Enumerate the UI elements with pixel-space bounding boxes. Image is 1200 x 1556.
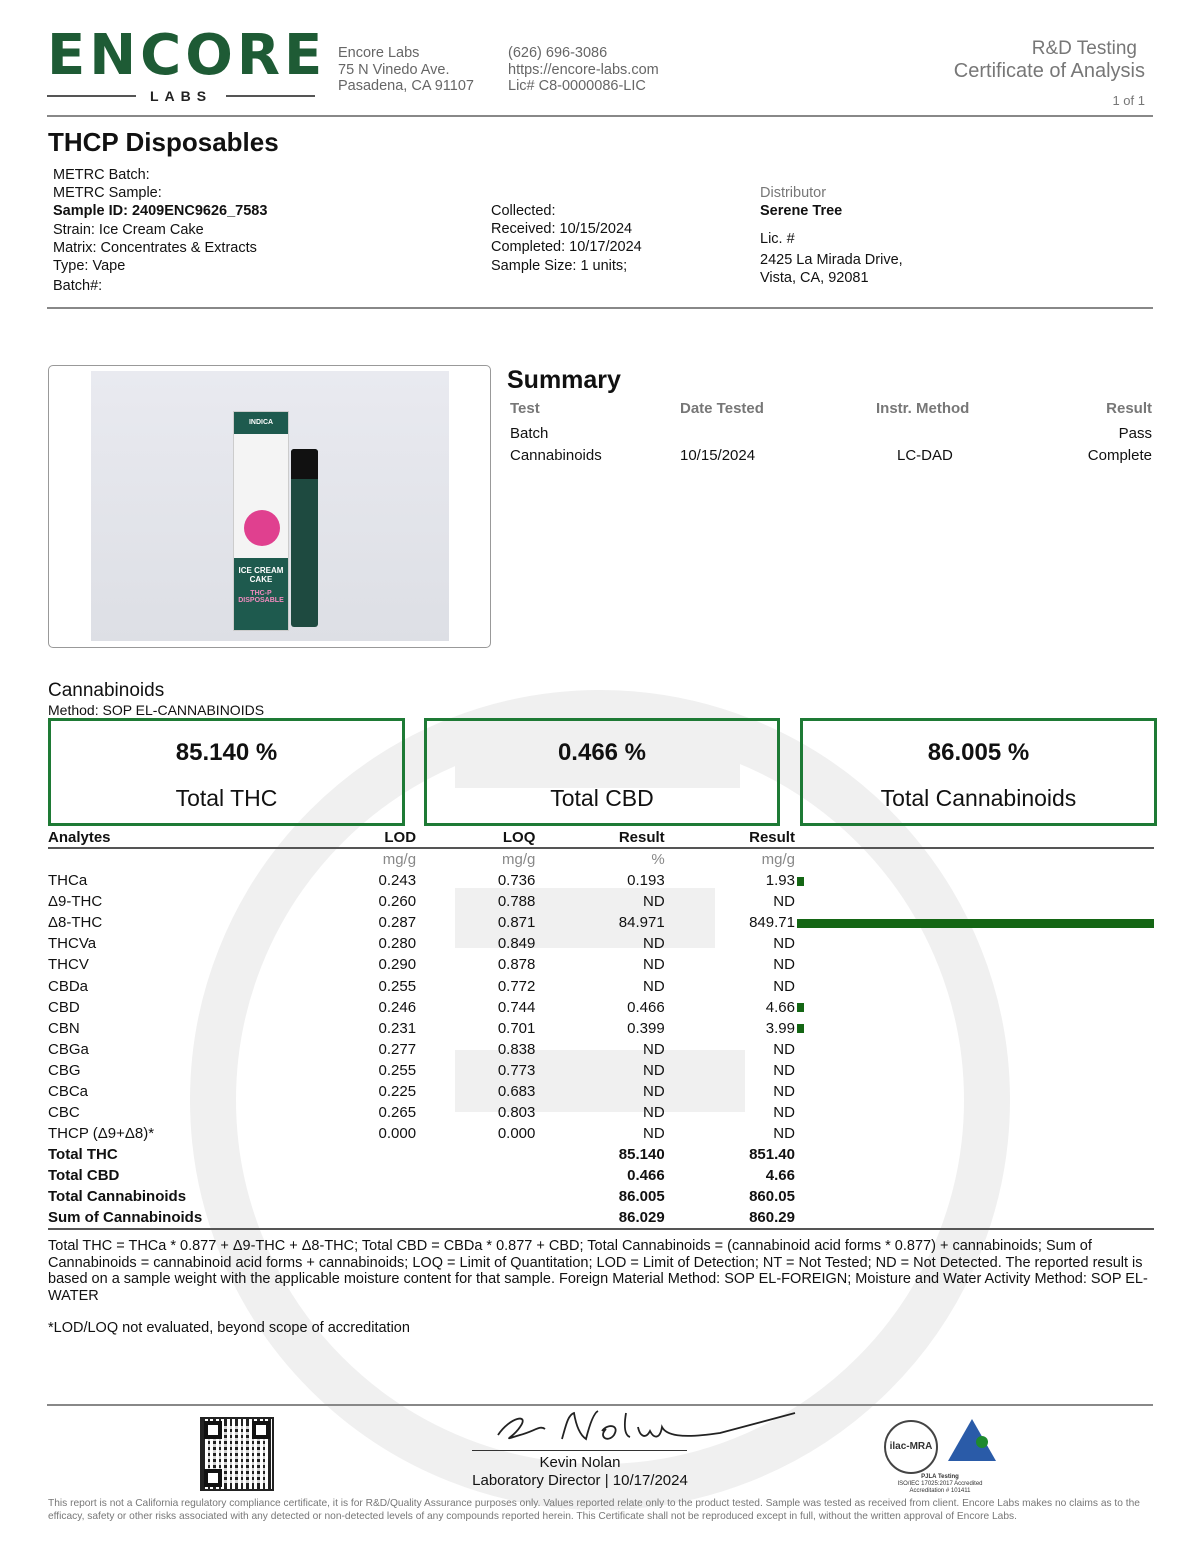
analyte-loq: 0.772 bbox=[497, 977, 536, 995]
total-thc-box: 85.140 % Total THC bbox=[48, 718, 405, 826]
analyte-result-mg: ND bbox=[773, 1082, 795, 1100]
analyte-name: CBC bbox=[48, 1104, 80, 1122]
analyte-bar-cell bbox=[795, 1018, 1154, 1039]
signer-role: Laboratory Director | 10/17/2024 bbox=[472, 1472, 688, 1489]
analyte-result-mg: 4.66 bbox=[765, 998, 795, 1016]
col-analytes: Analytes bbox=[48, 828, 366, 848]
col-loq: LOQ bbox=[416, 828, 535, 848]
total-pct: 86.005 bbox=[618, 1188, 665, 1206]
total-mg: 860.05 bbox=[749, 1188, 795, 1206]
distributor-name: Serene Tree bbox=[760, 203, 843, 220]
analyte-bar-cell bbox=[795, 1039, 1154, 1060]
sample-dates: Collected: Received: 10/15/2024 Completed: 10/17/2024 Sample Size: 1 units; bbox=[491, 203, 642, 274]
qr-code[interactable] bbox=[200, 1417, 274, 1491]
product-photo-frame bbox=[48, 365, 491, 648]
analyte-name: CBG bbox=[48, 1061, 81, 1079]
analyte-row bbox=[48, 1081, 1154, 1102]
product-photo bbox=[91, 371, 449, 641]
analyte-result-pct: ND bbox=[643, 977, 665, 995]
analyte-result-pct: ND bbox=[643, 956, 665, 974]
cannabinoids-title: Cannabinoids bbox=[48, 680, 165, 701]
vape-pen bbox=[291, 449, 318, 627]
analyte-result-pct: ND bbox=[643, 935, 665, 953]
total-pct: 0.466 bbox=[627, 1167, 665, 1185]
analyte-row bbox=[48, 912, 1154, 933]
analyte-lod: 0.287 bbox=[378, 914, 417, 932]
method-notes: Total THC = THCa * 0.877 + Δ9-THC + Δ8-THC; Total CBD = CBDa * 0.877 + CBD; Total Cannabinoids = (cannabinoid acid forms * 0.877) + cannabinoids; Sum of Cannabinoids = cannabinoid acid forms + cannabinoids; LOQ = Limit of Quantitation; LOD = Limit of Detection; NT = Not Tested; ND = Not Detected. The reported result is based on a sample weight with the applicable moisture content for that sample. Foreign Material Method: SOP EL-FOREIGN; Moisture and Water Activity Method: SOP EL-WATER bbox=[48, 1238, 1148, 1304]
analyte-bar-cell bbox=[795, 954, 1154, 975]
total-name: Total THC bbox=[48, 1146, 118, 1164]
analyte-name: CBD bbox=[48, 998, 80, 1016]
accreditation-text: PJLA Testing ISO/IEC 17025:2017 Accredited Accreditation # 101411 bbox=[897, 1474, 983, 1494]
analyte-lod: 0.225 bbox=[378, 1082, 417, 1100]
summary-date: 10/15/2024 bbox=[680, 447, 756, 464]
analyte-loq: 0.871 bbox=[497, 914, 536, 932]
analyte-result-mg: ND bbox=[773, 1125, 795, 1143]
analyte-lod: 0.246 bbox=[378, 998, 417, 1016]
analyte-result-mg: ND bbox=[773, 1104, 795, 1122]
analyte-row bbox=[48, 1102, 1154, 1123]
total-name: Total Cannabinoids bbox=[48, 1188, 187, 1206]
analyte-loq: 0.000 bbox=[497, 1125, 536, 1143]
col-lod: LOD bbox=[366, 828, 416, 848]
analyte-result-mg: 1.93 bbox=[765, 872, 795, 890]
analyte-loq: 0.701 bbox=[497, 1019, 536, 1037]
accreditation-note: *LOD/LOQ not evaluated, beyond scope of accreditation bbox=[48, 1320, 410, 1336]
cannabinoids-method: Method: SOP EL-CANNABINOIDS bbox=[48, 702, 265, 718]
analyte-row bbox=[48, 891, 1154, 912]
analyte-bar-cell bbox=[795, 1102, 1154, 1123]
analyte-result-pct: ND bbox=[643, 1040, 665, 1058]
summary-header-test: Test bbox=[510, 400, 540, 417]
analyte-loq: 0.838 bbox=[497, 1040, 536, 1058]
analyte-loq: 0.683 bbox=[497, 1082, 536, 1100]
analyte-lod: 0.277 bbox=[378, 1040, 417, 1058]
analytes-table: Analytes LOD LOQ Result Result mg/g mg/g % mg/g THCa 0.243 0.736 0.193 1.93 Δ9-THC 0.260 0.788 ND ND Δ8-THC 0.287 0.871 84.971 849.71 THCVa 0.280 0.849 ND ND THCV 0.290 0.878 ND ND CBDa 0.255 0.772 ND ND CBD 0.246 0.744 0.466 4.66 CBN 0.231 0.701 0.399 3.99 CBGa 0.277 0.838 ND ND CBG 0.255 0.773 ND ND CBCa 0.225 0.683 ND ND CBC 0.265 0.803 ND ND THCP (Δ9+Δ8)* 0.000 0.000 ND ND Total THC 85.140 851.40 Total CBD 0.466 4.66 Total Cannabinoids 86.005 860.05 Sum of Cannabinoids 86.029 860.29 bbox=[48, 828, 1154, 1230]
analyte-result-mg: 3.99 bbox=[765, 1019, 795, 1037]
analyte-loq: 0.736 bbox=[497, 872, 536, 890]
total-name: Sum of Cannabinoids bbox=[48, 1208, 366, 1229]
analyte-name: THCP (Δ9+Δ8)* bbox=[48, 1125, 155, 1143]
analyte-lod: 0.255 bbox=[378, 977, 417, 995]
analyte-loq: 0.803 bbox=[497, 1104, 536, 1122]
analyte-bar-cell bbox=[795, 1123, 1154, 1144]
pjla-globe-icon bbox=[976, 1436, 988, 1448]
total-pct: 86.029 bbox=[535, 1208, 664, 1229]
analyte-bar-cell bbox=[795, 891, 1154, 912]
col-result-pct: Result bbox=[535, 828, 664, 848]
analyte-name: THCVa bbox=[48, 935, 97, 953]
analyte-name: CBDa bbox=[48, 977, 89, 995]
analyte-name: Δ9-THC bbox=[48, 893, 103, 911]
analyte-name: THCa bbox=[48, 872, 88, 890]
analyte-result-pct: 0.399 bbox=[627, 1019, 665, 1037]
analyte-bar-cell bbox=[795, 870, 1154, 891]
signer-name: Kevin Nolan bbox=[539, 1454, 621, 1471]
analyte-result-pct: ND bbox=[643, 893, 665, 911]
analyte-bar-cell bbox=[795, 975, 1154, 996]
summary-method: LC-DAD bbox=[897, 447, 953, 464]
summary-result: Complete bbox=[1087, 447, 1152, 464]
analyte-row bbox=[48, 1039, 1154, 1060]
analyte-loq: 0.788 bbox=[497, 893, 536, 911]
analyte-result-mg: ND bbox=[773, 935, 795, 953]
analyte-bar bbox=[797, 1003, 804, 1012]
report-type: R&D Testing bbox=[1031, 38, 1137, 59]
analyte-loq: 0.744 bbox=[497, 998, 536, 1016]
lab-address: Encore Labs 75 N Vinedo Ave. Pasadena, CA 91107 bbox=[338, 45, 474, 94]
total-mg: 860.29 bbox=[665, 1208, 795, 1229]
analyte-bar-cell bbox=[795, 912, 1154, 933]
analyte-result-pct: ND bbox=[643, 1125, 665, 1143]
total-mg: 4.66 bbox=[765, 1167, 795, 1185]
analyte-result-mg: ND bbox=[773, 1061, 795, 1079]
ilac-mra-logo: ilac-MRA bbox=[884, 1420, 938, 1474]
product-package: INDICA ICE CREAM CAKE THC-P DISPOSABLE bbox=[233, 411, 289, 631]
signature-line bbox=[472, 1450, 687, 1451]
analyte-bar-cell bbox=[795, 997, 1154, 1018]
disclaimer: This report is not a California regulatory compliance certificate, it is for R&D/Quality Assurance purposes only. Values reported relate only to the product tested. Sample was tested as received from client. Encore Labs makes no claims as to the efficacy, safety or other risks associated with any detected or non-detected levels of any compounds reported herein. This Certificate shall not be reproduced except in full, without the written approval of Encore Labs. bbox=[48, 1498, 1140, 1522]
analyte-row bbox=[48, 1060, 1154, 1081]
analyte-name: THCV bbox=[48, 956, 89, 974]
analyte-lod: 0.243 bbox=[378, 872, 417, 890]
analyte-row bbox=[48, 1123, 1154, 1144]
total-name: Total CBD bbox=[48, 1167, 120, 1185]
analyte-name: Δ8-THC bbox=[48, 914, 103, 932]
analyte-lod: 0.000 bbox=[378, 1125, 417, 1143]
analyte-bar bbox=[797, 919, 1154, 928]
analyte-lod: 0.255 bbox=[378, 1061, 417, 1079]
analyte-row bbox=[48, 933, 1154, 954]
summary-header-date: Date Tested bbox=[680, 400, 764, 417]
summary-header-result: Result bbox=[1106, 400, 1152, 417]
analyte-lod: 0.260 bbox=[378, 893, 417, 911]
analyte-result-mg: ND bbox=[773, 977, 795, 995]
total-cbd-box: 0.466 % Total CBD bbox=[424, 718, 780, 826]
analyte-lod: 0.290 bbox=[378, 956, 417, 974]
logo-wordmark: ENCORE bbox=[47, 23, 327, 88]
distributor-info: Distributor Serene Tree Lic. # 2425 La Mirada Drive, Vista, CA, 92081 bbox=[760, 185, 903, 286]
pjla-logo bbox=[948, 1419, 996, 1461]
total-cannabinoids-box: 86.005 % Total Cannabinoids bbox=[800, 718, 1157, 826]
divider bbox=[47, 307, 1153, 309]
analyte-row bbox=[48, 1018, 1154, 1039]
analyte-name: CBCa bbox=[48, 1082, 89, 1100]
summary-test: Batch bbox=[510, 425, 549, 442]
analyte-result-pct: 0.466 bbox=[627, 998, 665, 1016]
analyte-row bbox=[48, 975, 1154, 996]
analyte-result-pct: ND bbox=[643, 1104, 665, 1122]
analyte-name: CBN bbox=[48, 1019, 80, 1037]
total-mg: 851.40 bbox=[749, 1146, 795, 1164]
analyte-loq: 0.878 bbox=[497, 956, 536, 974]
total-pct: 85.140 bbox=[618, 1146, 665, 1164]
report-title: Certificate of Analysis bbox=[953, 60, 1145, 82]
analyte-row bbox=[48, 954, 1154, 975]
analyte-result-mg: 849.71 bbox=[749, 914, 795, 932]
analyte-result-mg: ND bbox=[773, 893, 795, 911]
logo-subtitle: LABS bbox=[47, 86, 315, 106]
analyte-result-mg: ND bbox=[773, 1040, 795, 1058]
analyte-row bbox=[48, 870, 1154, 891]
total-row bbox=[48, 1165, 1154, 1186]
analyte-row bbox=[48, 997, 1154, 1018]
signature bbox=[490, 1405, 800, 1449]
lab-contact: (626) 696-3086 https://encore-labs.com Lic# C8-0000086-LIC bbox=[508, 45, 659, 94]
analyte-bar-cell bbox=[795, 1081, 1154, 1102]
analyte-lod: 0.265 bbox=[378, 1104, 417, 1122]
summary-result: Pass bbox=[1118, 425, 1152, 442]
analyte-bar-cell bbox=[795, 1060, 1154, 1081]
analyte-name: CBGa bbox=[48, 1040, 89, 1058]
analyte-result-mg: ND bbox=[773, 956, 795, 974]
analyte-result-pct: ND bbox=[643, 1082, 665, 1100]
analyte-result-pct: 0.193 bbox=[627, 872, 665, 890]
product-title: THCP Disposables bbox=[48, 127, 279, 157]
page-number: 1 of 1 bbox=[1112, 93, 1145, 108]
summary-header-method: Instr. Method bbox=[876, 400, 970, 417]
analyte-loq: 0.849 bbox=[497, 935, 536, 953]
analyte-loq: 0.773 bbox=[497, 1061, 536, 1079]
total-row bbox=[48, 1208, 1154, 1229]
divider bbox=[47, 115, 1153, 117]
col-result-mg: Result bbox=[665, 828, 795, 848]
sample-id: Sample ID: 2409ENC9626_7583 bbox=[53, 203, 268, 220]
analyte-lod: 0.231 bbox=[378, 1019, 417, 1037]
total-row bbox=[48, 1144, 1154, 1165]
analyte-bar-cell bbox=[795, 933, 1154, 954]
analyte-result-pct: ND bbox=[643, 1061, 665, 1079]
sample-info: METRC Batch: METRC Sample: Sample ID: 2409ENC9626_7583 Strain: Ice Cream Cake Matrix: Concentrates & Extracts Type: Vape Batch#: bbox=[53, 167, 268, 295]
analyte-result-pct: 84.971 bbox=[618, 914, 665, 932]
analyte-lod: 0.280 bbox=[378, 935, 417, 953]
analyte-bar bbox=[797, 1024, 804, 1033]
summary-title: Summary bbox=[507, 366, 621, 394]
analyte-bar bbox=[797, 877, 804, 886]
summary-test: Cannabinoids bbox=[510, 447, 602, 464]
report-heading bbox=[954, 37, 1145, 112]
total-row bbox=[48, 1186, 1154, 1207]
